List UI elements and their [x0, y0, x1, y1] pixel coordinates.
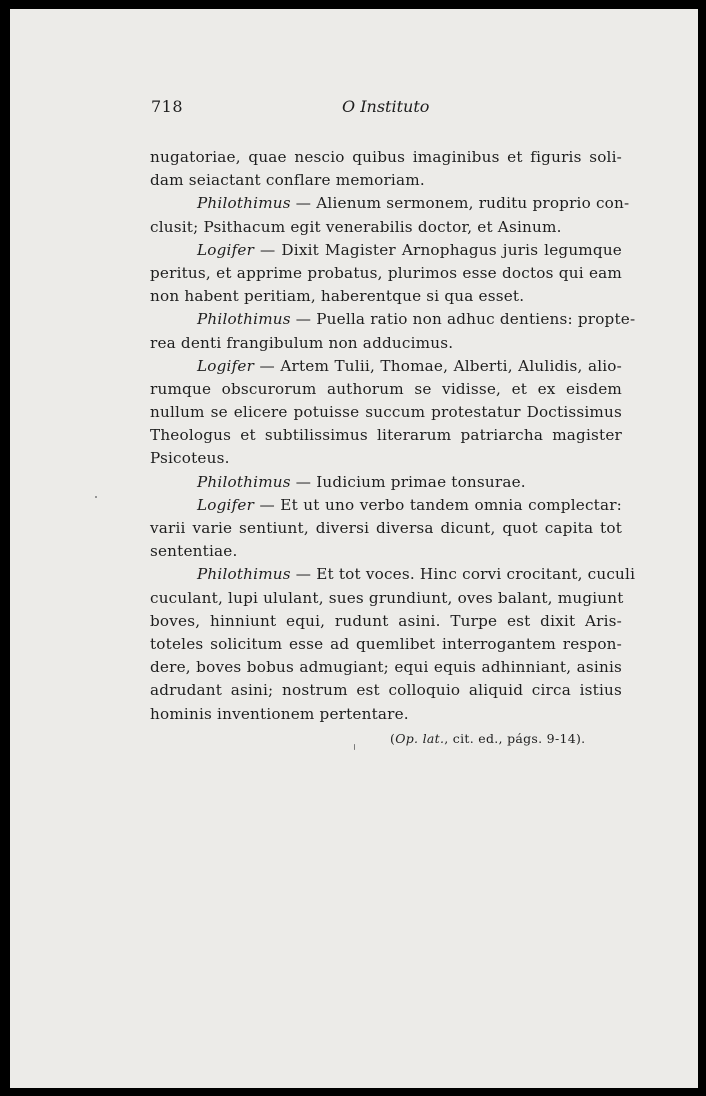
- speaker-name: Philothimus: [197, 565, 291, 584]
- speaker-name: Philothimus: [197, 472, 291, 491]
- text-line: rumque obscurorum authorum se vidisse, et ex eisdem: [150, 379, 622, 398]
- speech-text: Iudicium primae tonsurae.: [316, 472, 526, 491]
- print-speck: [354, 744, 355, 750]
- text-line: toteles solicitum esse ad quemlibet interrogantem respon-: [150, 634, 622, 653]
- text-line: rea denti frangibulum non adducimus.: [150, 333, 454, 352]
- text-line: clusit; Psithacum egit venerabilis doctor, et Asinum.: [150, 217, 562, 236]
- speech-text: Alienum sermonem, ruditu proprio con-: [316, 194, 630, 213]
- em-dash: —: [290, 310, 317, 329]
- running-title: O Instituto: [342, 97, 430, 116]
- text-line: nullum se elicere potuisse succum protestatur Doctissimus: [150, 403, 622, 422]
- dialogue-line: [150, 494, 622, 517]
- citation-open: (: [390, 731, 396, 746]
- dialogue-line: [150, 308, 636, 331]
- page-header: [10, 97, 698, 121]
- print-speck: [95, 496, 97, 498]
- speech-text: Dixit Magister Arnophagus juris legumque: [281, 240, 622, 259]
- text-line: dam seiactant conflare memoriam.: [150, 171, 425, 190]
- text-line: varii varie sentiunt, diversi diversa dicunt, quot capita tot: [150, 519, 622, 537]
- dialogue-line: [150, 563, 636, 586]
- text-line: dere, boves bobus admugiant; equi equis adhinniant, asinis: [150, 658, 622, 677]
- speech-text: Artem Tulii, Thomae, Alberti, Alulidis, alio-: [280, 356, 622, 375]
- speaker-name: Logifer: [197, 240, 255, 259]
- text-line: hominis inventionem pertentare.: [150, 704, 409, 723]
- speech-text: Et ut uno verbo tandem omnia complectar:: [280, 495, 622, 514]
- dialogue-line: [150, 355, 622, 378]
- speaker-name: Logifer: [197, 356, 255, 375]
- text-line: cuculant, lupi ululant, sues grundiunt, oves balant, mugiunt: [150, 588, 624, 607]
- speech-text: Et tot voces. Hinc corvi crocitant, cuculi: [316, 565, 636, 584]
- speech-text: Puella ratio non adhuc dentiens: propte-: [316, 310, 636, 329]
- em-dash: —: [254, 240, 282, 259]
- em-dash: —: [290, 565, 317, 584]
- text-line: sententiae.: [150, 542, 238, 561]
- text-line: boves, hinniunt equi, rudunt asini. Turpe est dixit Aris-: [150, 611, 622, 630]
- text-line: peritus, et apprime probatus, plurimos esse doctos qui eam: [150, 263, 622, 282]
- dialogue-line: [150, 239, 622, 262]
- text-line: Theologus et subtilissimus literarum patriarcha magister: [150, 426, 622, 445]
- citation-work: Op. lat.: [395, 731, 445, 746]
- book-page: [10, 9, 698, 1088]
- page-number: 718: [151, 97, 184, 116]
- speaker-name: Logifer: [197, 495, 255, 514]
- text-line: Psicoteus.: [150, 449, 230, 468]
- text-line: nugatoriae, quae nescio quibus imaginibus et figuris soli-: [150, 148, 622, 166]
- em-dash: —: [290, 472, 317, 491]
- text-line: non habent peritiam, haberentque si qua esset.: [150, 287, 525, 306]
- dialogue-line: [150, 192, 630, 215]
- em-dash: —: [254, 495, 281, 514]
- body-text: [150, 146, 636, 726]
- text-line: adrudant asini; nostrum est colloquio aliquid circa istius: [150, 681, 622, 700]
- em-dash: —: [254, 356, 281, 375]
- source-citation: [390, 731, 585, 746]
- speaker-name: Philothimus: [197, 310, 291, 329]
- em-dash: —: [290, 194, 317, 213]
- citation-rest: , cit. ed., págs. 9-14).: [444, 731, 586, 746]
- dialogue-line: [150, 471, 622, 494]
- speaker-name: Philothimus: [197, 194, 291, 213]
